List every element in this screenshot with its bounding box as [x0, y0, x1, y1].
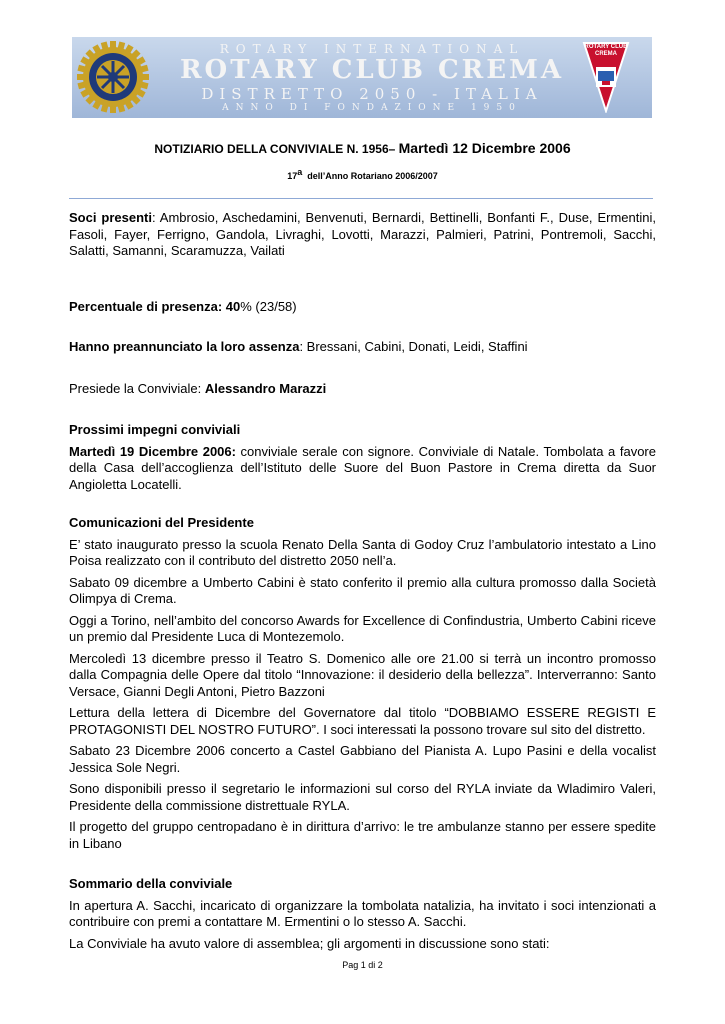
soci-presenti: Soci presenti: Ambrosio, Aschedamini, Benvenuti, Bernardi, Bettinelli, Bonfanti F., Duse, Ermentini, Fasoli, Fayer, Ferrigno, Gandola, Livraghi, Lovotti, Marazzi, Palmieri, Patrini, Pontremoli, Sacchi, Salatti, Samanni, Scaramuzza, Vailati [69, 210, 656, 258]
comunicazione-paragraph: Sabato 09 dicembre a Umberto Cabini è stato conferito il premio alla cultura promosso dalla Società Olimpya di Crema. [69, 574, 656, 606]
comunicazione-paragraph: Sono disponibili presso il segretario le informazioni sul corso del RYLA inviate da Wladimiro Valeri, Presidente della commissione distrettuale RYLA. [69, 781, 656, 813]
banner-line-2: ROTARY CLUB CREMA [179, 55, 565, 85]
comunicazione-paragraph: Oggi a Torino, nell’ambito del concorso Awards for Excellence di Confindustria, Umberto Cabini riceve un premio dal Presidente Luca di Montezemolo. [69, 612, 656, 644]
page-title: NOTIZIARIO DELLA CONVIVIALE N. 1956– Martedì 12 Dicembre 2006 [154, 140, 571, 156]
section-heading-impegni: Prossimi impegni conviviali [69, 422, 241, 437]
comunicazione-paragraph: Lettura della lettera di Dicembre del Governatore dal titolo “DOBBIAMO ESSERE REGISTI E PROTAGONISTI DEL NOSTRO FUTURO”. I soci interessati la possono trovare sul sito del distretto. [69, 705, 656, 737]
rotary-wheel-icon [77, 41, 149, 113]
presiede: Presiede la Conviviale: Alessandro Marazzi [69, 380, 327, 396]
banner-line-4: ANNO DI FONDAZIONE 1950 [222, 103, 522, 113]
impegni-paragraph: Martedì 19 Dicembre 2006: conviviale serale con signore. Conviviale di Natale. Tombolata a favore della Casa dell’accoglienza dell’Istituto delle Suore del Buon Pastore in Crema diretta da Suor Angioletta Locatelli. [69, 443, 656, 492]
comunicazione-paragraph: Sabato 23 Dicembre 2006 concerto a Castel Gabbiano del Pianista A. Lupo Pasini e della vocalist Jessica Sole Negri. [69, 743, 656, 775]
banner-line-3: DISTRETTO 2050 - ITALIA [201, 85, 543, 103]
percentuale-presenza: Percentuale di presenza: 40% (23/58) [69, 298, 297, 314]
banner-line-1: ROTARY INTERNATIONAL [219, 42, 525, 56]
page-subtitle: 17$^a$ dell’Anno Rotariano 2006/2007 [287, 167, 438, 181]
pennant-label: ROTARY CLUB CREMA [584, 44, 628, 57]
comunicazione-paragraph: E’ stato inaugurato presso la scuola Renato Della Santa di Godoy Cruz l’ambulatorio intestato a Lino Poisa realizzato con il contributo del distretto 2050 nell’a. [69, 536, 656, 568]
sommario-paragraph: In apertura A. Sacchi, incaricato di organizzare la tombolata natalizia, ha invitato i soci intenzionati a contribuire con premi a contattare M. Ermentini o lo stesso A. Sacchi. [69, 897, 656, 929]
section-heading-sommario: Sommario della conviviale [69, 876, 233, 891]
main-content [69, 210, 656, 952]
header-banner [72, 37, 652, 118]
comunicazione-paragraph: Il progetto del gruppo centropadano è in dirittura d’arrivo: le tre ambulanze stanno per essere spedite in Libano [69, 819, 656, 851]
sommario-paragraph: La Conviviale ha avuto valore di assemblea; gli argomenti in discussione sono stati: [69, 935, 550, 951]
assenze: Hanno preannunciato la loro assenza: Bressani, Cabini, Donati, Leidi, Staffini [69, 339, 528, 354]
page-number: Pag 1 di 2 [342, 960, 383, 970]
header-divider [69, 198, 653, 199]
comunicazione-paragraph: Mercoledì 13 dicembre presso il Teatro S. Domenico alle ore 21.00 si terrà un incontro promosso dalla Compagnia delle Opere dal titolo “Innovazione: il desiderio della bellezza”. Interverranno: Santo Versace, Gianni Degli Antoni, Pietro Bazzoni [69, 650, 656, 699]
section-heading-comunicazioni: Comunicazioni del Presidente [69, 515, 254, 530]
